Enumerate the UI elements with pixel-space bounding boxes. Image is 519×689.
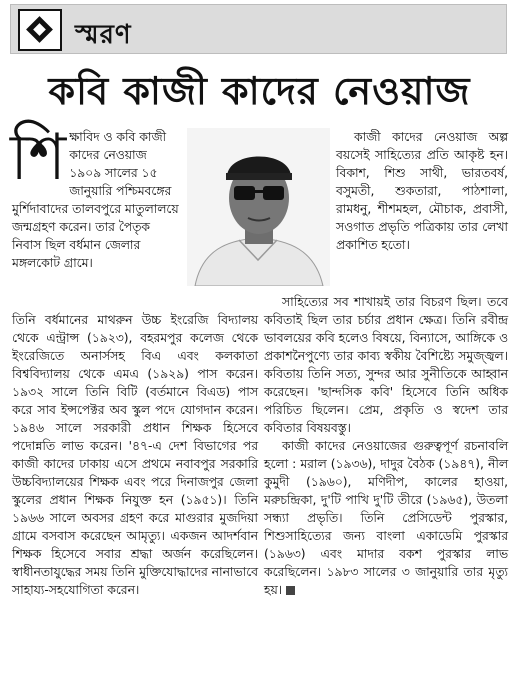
article-intro: [10, 121, 182, 308]
article-title: কবি কাজী কাদের নেওয়াজ: [48, 68, 471, 113]
article-literary-intro: [336, 128, 508, 302]
portrait-photo: [187, 128, 330, 286]
literary-paragraph: কাজী কাদের নেওয়াজ অল্প বয়সেই সাহিত্যের প্রতি আকৃষ্ট হন। বিকাশ, শিশু সাথী, ভারতবর্ষ, বসুমতী, শুকতারা, পাঠশালা, রামধনু, শীশমহল, মৌচাক, প্রবাসী, সওগাত প্রভৃতি পত্রিকায় তার লেখা প্রকাশিত হতো।: [336, 130, 508, 252]
article-career: [12, 311, 258, 686]
intro-paragraph: ক্ষাবিদ ও কবি কাজী কাদের নেওয়াজ ১৯০৯ সালের ১৫ জানুয়ারি পশ্চিমবঙ্গের মুর্শিদাবাদের তালবপুরে মাতুলালয়ে জন্মগ্রহণ করেন। তার পৈতৃক নিবাস ছিল বর্ধমান জেলার মঙ্গলকোট গ্রামে।: [12, 130, 179, 270]
article-works: [264, 293, 508, 688]
portrait-image: [187, 128, 330, 286]
section-title: স্মরণ: [75, 20, 132, 50]
drop-cap: শি: [10, 121, 67, 195]
section-header: [10, 4, 507, 54]
literature-paragraph: সাহিত্যের সব শাখায়ই তার বিচরণ ছিল। তবে কবিতাই ছিল তার চর্চার প্রধান ক্ষেত্র। তিনি রবীন্দ্র ভাবলয়ের কবি হলেও বিষয়ে, বিন্যাসে, আঙ্গিকে ও প্রকাশনৈপুণ্যে তার কাব্য স্বকীয় বৈশিষ্ট্যে সমুজ্জ্বল। কবিতায় তিনি সত্য, সুন্দর আর সুনীতিকে আহ্বান করেছেন। 'ছান্দসিক কবি' হিসেবে তিনি অধিক পরিচিত ছিলেন। প্রেম, প্রকৃতি ও স্বদেশ তার কবিতার বিষয়বস্তু।: [264, 295, 508, 435]
works-text: কাজী কাদের নেওয়াজের গুরুত্বপূর্ণ রচনাবলি হলো : মরাল (১৯৩৬), দাদুর বৈঠক (১৯৪৭), নীল কুমুদী (১৯৬০), মণিদীপ, কালের হাওয়া, মরুচন্দ্রিকা, দু'টি পাখি দু'টি তীরে (১৯৬৫), উতলা সন্ধ্যা প্রভৃতি। তিনি প্রেসিডেন্ট পুরস্কার, শিশুসাহিত্যের জন্য বাংলা একাডেমি পুরস্কার (১৯৬৩) এবং মাদার বকশ পুরস্কার লাভ করেছিলেন। ১৯৮৩ সালের ৩ জানুয়ারি তার মৃত্যু হয়।: [264, 439, 508, 597]
career-paragraph: তিনি বর্ধমানের মাথরুন উচ্চ ইংরেজি বিদ্যালয় থেকে এন্ট্রান্স (১৯২৩), বহরমপুর কলেজ থেকে ইংরেজিতে অনার্সসহ বিএ এবং কলকাতা বিশ্ববিদ্যালয় থেকে এমএ (১৯২৯) পাস করেন। ১৯৩২ সালে তিনি বিটি (বর্তমানে বিএড) পাস করে সাব ইন্সপেক্টর অব স্কুল পদে যোগদান করেন। ১৯৪৬ সালে সরকারী প্রধান শিক্ষক হিসেবে পদোন্নতি লাভ করেন। '৪৭-এ দেশ বিভাগের পর কাজী কাদের ঢাকায় এসে প্রথমে নবাবপুর সরকারি উচ্চবিদ্যালয়ের শিক্ষক এবং পরে দিনাজপুর জেলা স্কুলের প্রধান শিক্ষক নিযুক্ত হন (১৯৫১)। তিনি ১৯৬৬ সালে অবসর গ্রহণ করে মাগুরার মুজদিয়া গ্রামে বসবাস করেছেন আমৃত্যু। একজন আদর্শবান শিক্ষক হিসেবে সবার শ্রদ্ধা অর্জন করেছিলেন। স্বাধীনতাযুদ্ধের সময় তিনি মুক্তিযোদ্ধাদের নানাভাবে সাহায্য-সহযোগিতা করেন।: [12, 313, 258, 597]
end-mark-icon: [286, 586, 295, 595]
works-paragraph: [264, 437, 508, 599]
diamond-logo-icon: [18, 9, 62, 51]
